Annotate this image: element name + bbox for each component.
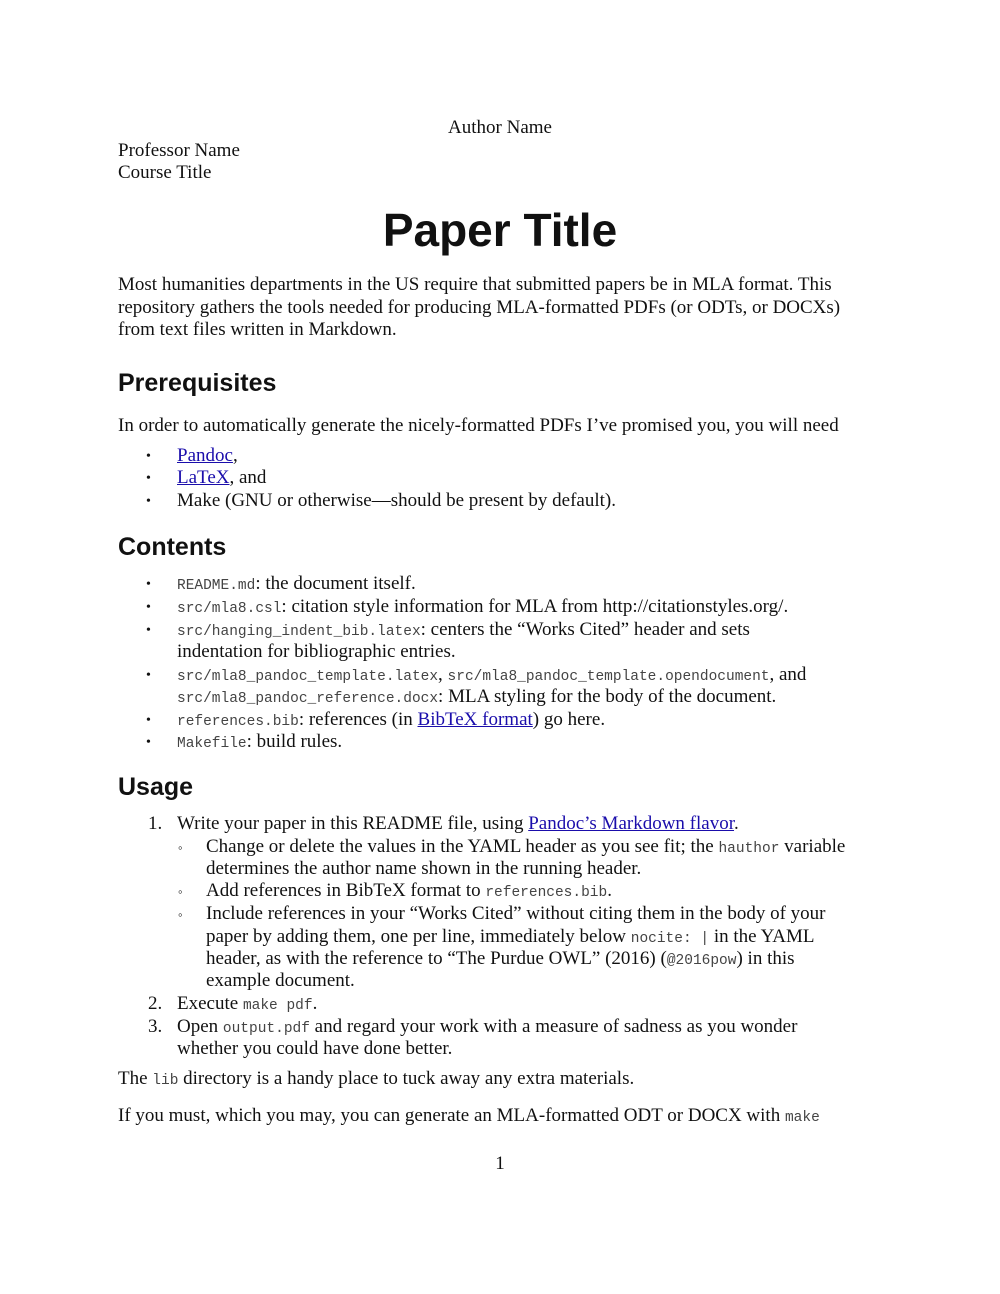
list-item-continuation: indentation for bibliographic entries.: [177, 641, 456, 662]
sub-list-item-continuation: example document.: [206, 970, 355, 991]
bullet-icon: •: [146, 494, 151, 509]
list-number: 3.: [148, 1016, 163, 1037]
last-paragraph: If you must, which you may, you can generate an MLA-formatted ODT or DOCX with make: [118, 1105, 820, 1126]
list-item: src/mla8.csl: citation style information for MLA from http://citationstyles.org/.: [177, 596, 789, 617]
usage-heading: Usage: [118, 773, 194, 801]
bibtex-format-link[interactable]: BibTeX format: [417, 709, 533, 730]
bullet-icon: •: [146, 471, 151, 486]
pandoc-link[interactable]: Pandoc: [177, 445, 233, 466]
list-item: src/hanging_indent_bib.latex: centers the “Works Cited” header and sets: [177, 619, 750, 640]
page-number: 1: [495, 1153, 505, 1174]
author-name: Author Name: [448, 117, 552, 138]
document-page: [118, 0, 888, 1294]
list-item: Make (GNU or otherwise—should be present by default).: [177, 490, 616, 511]
list-number: 2.: [148, 993, 163, 1014]
list-item-continuation: whether you could have done better.: [177, 1038, 453, 1059]
prerequisites-lead: In order to automatically generate the nicely-formatted PDFs I’ve promised you, you will need: [118, 415, 839, 436]
sub-list-item-continuation: determines the author name shown in the running header.: [206, 858, 642, 879]
list-item: src/mla8_pandoc_template.latex, src/mla8_pandoc_template.opendocument, and: [177, 664, 807, 685]
bullet-icon: •: [146, 600, 151, 615]
intro-paragraph: [118, 274, 888, 342]
list-number: 1.: [148, 813, 163, 834]
list-item: Write your paper in this README file, using Pandoc’s Markdown flavor.: [177, 813, 739, 834]
sub-list-item-continuation: header, as with the reference to “The Purdue OWL” (2016) (@2016pow) in this: [206, 948, 795, 969]
bullet-icon: •: [146, 713, 151, 728]
latex-link[interactable]: LaTeX: [177, 467, 230, 488]
sub-list-item-continuation: paper by adding them, one per line, immediately below nocite: | in the YAML: [206, 926, 815, 947]
intro-line: from text files written in Markdown.: [118, 319, 397, 340]
sub-list-item: Include references in your “Works Cited” without citing them in the body of your: [206, 903, 826, 924]
bullet-icon: •: [146, 623, 151, 638]
lib-paragraph: The lib directory is a handy place to tuck away any extra materials.: [118, 1068, 635, 1089]
circle-bullet-icon: ◦: [178, 907, 183, 922]
circle-bullet-icon: ◦: [178, 884, 183, 899]
contents-heading: Contents: [118, 533, 227, 561]
list-item: Open output.pdf and regard your work with a measure of sadness as you wonder: [177, 1016, 798, 1037]
prerequisites-heading: Prerequisites: [118, 369, 277, 397]
pandoc-markdown-link[interactable]: Pandoc’s Markdown flavor: [528, 813, 735, 834]
intro-line: Most humanities departments in the US require that submitted papers be in MLA format. This: [118, 274, 832, 295]
course-title: Course Title: [118, 162, 212, 183]
list-item: Execute make pdf.: [177, 993, 318, 1014]
paper-title: Paper Title: [382, 204, 618, 256]
bullet-icon: •: [146, 577, 151, 592]
list-item: Makefile: build rules.: [177, 731, 343, 752]
list-item: Pandoc,: [177, 445, 238, 466]
list-item-continuation: src/mla8_pandoc_reference.docx: MLA styling for the body of the document.: [177, 686, 777, 707]
list-item: references.bib: references (in BibTeX format) go here.: [177, 709, 606, 730]
sub-list-item: Add references in BibTeX format to references.bib.: [206, 880, 612, 901]
list-item: LaTeX, and: [177, 467, 267, 488]
sub-list-item: Change or delete the values in the YAML header as you see fit; the hauthor variable: [206, 836, 846, 857]
intro-line: repository gathers the tools needed for producing MLA-formatted PDFs (or ODTs, or DOCXs): [118, 296, 841, 318]
bullet-icon: •: [146, 449, 151, 464]
list-item: README.md: the document itself.: [177, 573, 416, 594]
bullet-icon: •: [146, 735, 151, 750]
circle-bullet-icon: ◦: [178, 840, 183, 855]
professor-name: Professor Name: [118, 140, 240, 161]
bullet-icon: •: [146, 668, 151, 683]
